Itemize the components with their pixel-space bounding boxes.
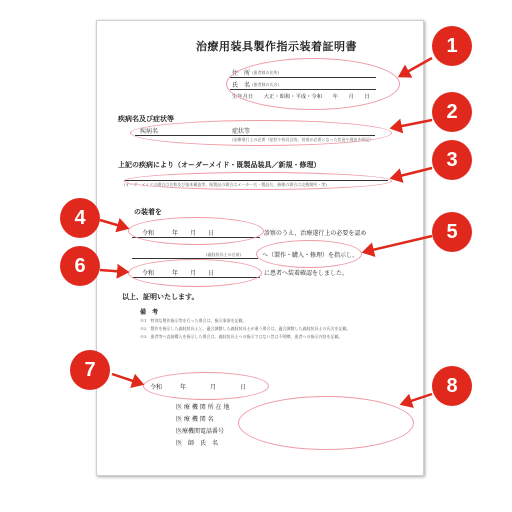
badge-4: 4 [60, 198, 100, 238]
badge-3: 3 [432, 140, 472, 180]
badge-1: 1 [432, 26, 472, 66]
exam-text: 診察のうえ、治療遂行上の必要を認め [264, 230, 367, 237]
remark-item: ※3 患者等へ直接購入を指示した場合は、義肢装具士への指示ではない旨は不明瞭、患者への指示内容を記載。 [140, 334, 343, 339]
closing-statement: 以上、証明いたします。 [122, 292, 199, 301]
arrow-5 [364, 236, 432, 252]
badge-2: 2 [432, 92, 472, 132]
arrow-2 [392, 120, 432, 128]
institution-name-label: 医 療 機 関 名 [176, 416, 214, 423]
badge-7: 7 [70, 350, 110, 390]
disease-name-label: 疾病名 [140, 128, 159, 135]
maker-note: (義肢装具士の名前) [206, 252, 242, 257]
disease-heading: 疾病名及び症状等 [118, 114, 174, 123]
badge-5: 5 [432, 212, 472, 252]
doctor-name-label: 医 師 氏 名 [176, 440, 219, 447]
arrow-1 [400, 58, 432, 76]
order-note: (オーダーメイドの場合は名称及び基本構造等、既製品の場合はメーカー名・製品名、修理の場合は交換箇所・等) [124, 182, 327, 187]
arrow-3 [392, 168, 432, 178]
patient-name-label: 氏 名 [232, 82, 251, 89]
remark-item: ※2 製作を指示した義肢装具士と、適合調整した義肢装具士が違う場合は、適合調整した義肢装具士の氏名を記載。 [140, 326, 351, 331]
address-label: 住 所 [232, 70, 251, 77]
document-title: 治療用装具製作指示装着証明書 [196, 40, 357, 53]
instruction-text: へ（製作・購入・修理）を指示し、 [262, 252, 359, 259]
arrow-4 [100, 220, 127, 228]
badge-6: 6 [60, 246, 100, 286]
badge-8: 8 [432, 366, 472, 406]
disease-note: (治療遂行上の必要（症状や装具目的、装着が必要となった状況や理由を明記） [232, 137, 374, 142]
fitting-confirm-text: に患者へ装着確認をしました。 [264, 270, 349, 277]
arrow-7 [112, 374, 142, 384]
institution-address-label: 医 療 機 関 所 在 地 [176, 404, 230, 411]
arrow-6 [100, 270, 127, 272]
fitting-date: 令和 年 月 日 [142, 270, 215, 277]
remark-item: ※1 特別な製作指示等を行った場合は、指示事項を記載。 [140, 318, 247, 323]
arrow-8 [402, 394, 432, 404]
patient-name-note: (患者様の氏名) [252, 82, 280, 87]
order-heading: 上記の疾病により（オーダーメイド・既製品装具／新規・修理） [118, 160, 321, 169]
prescription-date: 令和 年 月 日 [142, 230, 215, 237]
date-of-birth: 生年月日 大正・昭和・平成・令和 年 月 日 [232, 94, 370, 100]
institution-phone-label: 医療機関電話番号 [176, 428, 225, 435]
remarks-heading: 備 考 [140, 309, 159, 316]
issue-date: 令和 年 月 日 [150, 384, 247, 391]
address-note: (患者様の住所) [252, 70, 280, 75]
fitting-heading: の装着を [134, 207, 162, 216]
symptom-label: 症状等 [232, 128, 251, 135]
